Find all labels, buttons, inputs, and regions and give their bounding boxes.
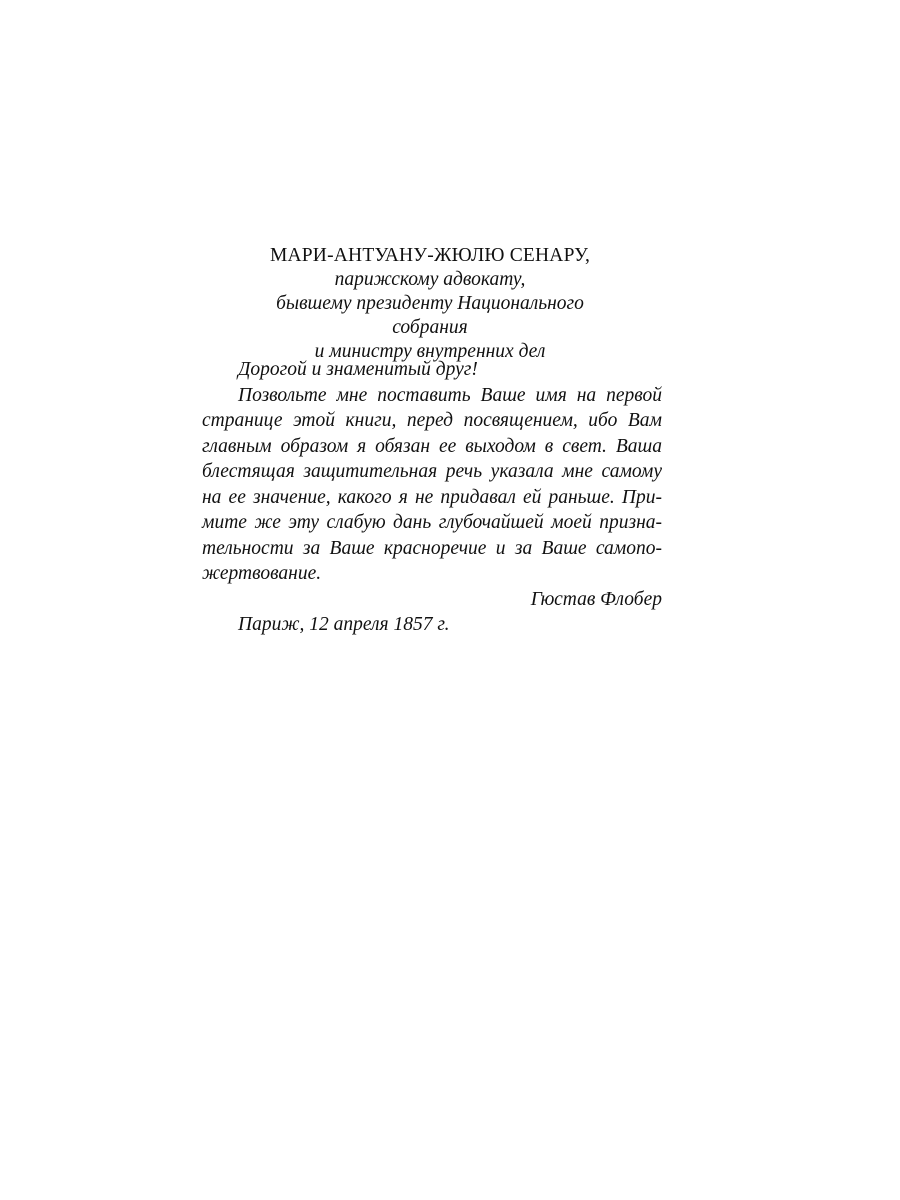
dedication-letter xyxy=(202,357,662,638)
dedicatee-title-line: бывшему президенту Национального собрания xyxy=(276,293,584,338)
letter-greeting: Дорогой и знаменитый друг! xyxy=(238,359,478,380)
dedicatee-title-line: парижскому адвокату, xyxy=(334,269,526,290)
dedication-block xyxy=(240,244,620,364)
letter-signature: Гюстав Флобер xyxy=(530,588,662,610)
dedicatee-title-line: и министру внутренних дел xyxy=(314,341,546,362)
letter-place-date: Париж, 12 апреля 1857 г. xyxy=(238,614,450,635)
letter-body: Позвольте мне поставить Ваше имя на первой странице этой книги, перед посвящением, ибо Вам главным образом я обязан ее выходом в свет. Ваша блестящая защитительная речь указала мне самому на ее значение, какого я не придавал ей раньше. Примите же эту слабую дань глубочайшей моей признательности за Ваше красноречие и за Ваше самопожертвование. xyxy=(202,384,662,584)
dedicatee-name: МАРИ-АНТУАНУ-ЖЮЛЮ СЕНАРУ, xyxy=(269,245,591,266)
